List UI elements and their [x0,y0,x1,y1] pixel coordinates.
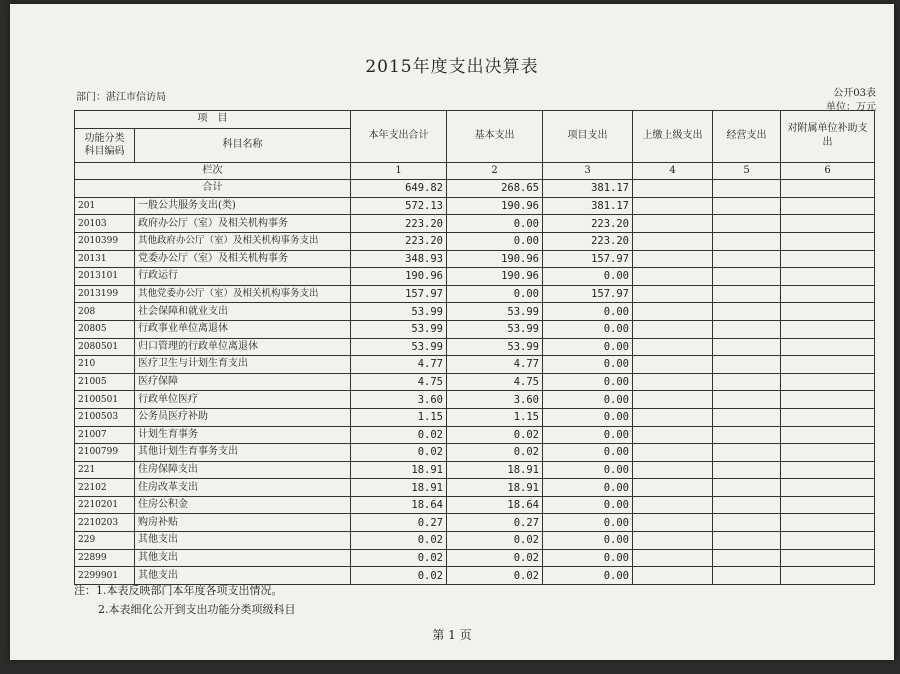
row-business [713,232,781,250]
document-page [10,4,894,660]
table-row [75,408,875,426]
row-basic: 4.75 [447,373,543,391]
row-business [713,338,781,356]
header-item: 项 目 [75,111,351,129]
row-total: 18.64 [351,496,447,514]
page-number: 第 1 页 [432,628,472,642]
row-subsidy [781,303,875,321]
row-project: 0.00 [543,338,633,356]
row-upper [633,444,713,462]
row-business [713,496,781,514]
row-name: 公务员医疗补助 [135,408,351,426]
row-subsidy [781,215,875,233]
table-row [75,268,875,286]
table-row [75,479,875,497]
row-business [713,303,781,321]
row-project: 0.00 [543,268,633,286]
row-subsidy [781,514,875,532]
row-business [713,250,781,268]
row-project: 0.00 [543,426,633,444]
row-business [713,391,781,409]
row-project: 381.17 [543,197,633,215]
row-code: 221 [75,461,135,479]
row-business [713,197,781,215]
row-business [713,373,781,391]
row-upper [633,320,713,338]
row-total: 18.91 [351,461,447,479]
row-subsidy [781,496,875,514]
row-project: 0.00 [543,532,633,550]
row-code: 20805 [75,320,135,338]
row-subsidy [781,268,875,286]
rowno-5: 5 [713,162,781,180]
total-1: 649.82 [351,180,447,198]
row-basic: 18.91 [447,461,543,479]
header-col-6: 对附属单位补助支出 [781,111,875,163]
row-code: 2100503 [75,408,135,426]
row-subsidy [781,320,875,338]
row-upper [633,303,713,321]
row-name: 住房保障支出 [135,461,351,479]
row-name: 计划生育事务 [135,426,351,444]
rowno-4: 4 [633,162,713,180]
row-project: 0.00 [543,549,633,567]
row-total: 3.60 [351,391,447,409]
row-subsidy [781,391,875,409]
row-name: 医疗卫生与计划生育支出 [135,356,351,374]
row-business [713,408,781,426]
row-code: 210 [75,356,135,374]
row-basic: 0.00 [447,285,543,303]
row-code: 22102 [75,479,135,497]
row-name: 政府办公厅（室）及相关机构事务 [135,215,351,233]
header-col-2: 基本支出 [447,111,543,163]
total-label: 合计 [75,180,351,198]
row-total: 18.91 [351,479,447,497]
row-upper [633,268,713,286]
row-basic: 1.15 [447,408,543,426]
row-total: 53.99 [351,303,447,321]
row-project: 0.00 [543,461,633,479]
row-project: 0.00 [543,408,633,426]
row-basic: 0.00 [447,215,543,233]
header-col-3: 项目支出 [543,111,633,163]
row-subsidy [781,232,875,250]
row-total: 0.02 [351,532,447,550]
row-upper [633,285,713,303]
row-subsidy [781,285,875,303]
form-number: 公开03表 [833,88,876,99]
row-basic: 18.64 [447,496,543,514]
row-name: 行政单位医疗 [135,391,351,409]
row-subsidy [781,479,875,497]
row-basic: 190.96 [447,197,543,215]
row-project: 0.00 [543,496,633,514]
row-upper [633,426,713,444]
row-project: 0.00 [543,567,633,585]
row-name: 其他支出 [135,549,351,567]
table-row [75,285,875,303]
table-row [75,250,875,268]
row-name: 其他支出 [135,567,351,585]
row-code: 2100799 [75,444,135,462]
row-code: 208 [75,303,135,321]
row-code: 229 [75,532,135,550]
department-label: 部门：湛江市信访局 [76,92,166,103]
row-subsidy [781,338,875,356]
row-upper [633,232,713,250]
row-upper [633,408,713,426]
unit-label: 单位：万元 [826,102,876,113]
row-name: 社会保障和就业支出 [135,303,351,321]
row-upper [633,532,713,550]
row-basic: 3.60 [447,391,543,409]
row-total: 53.99 [351,320,447,338]
row-name: 住房改革支出 [135,479,351,497]
row-subsidy [781,250,875,268]
row-business [713,532,781,550]
row-name: 其他计划生育事务支出 [135,444,351,462]
row-business [713,567,781,585]
row-basic: 0.27 [447,514,543,532]
header-name: 科目名称 [135,128,351,162]
row-project: 0.00 [543,444,633,462]
row-total: 157.97 [351,285,447,303]
table-row [75,426,875,444]
row-business [713,549,781,567]
row-project: 0.00 [543,373,633,391]
row-upper [633,514,713,532]
row-total: 348.93 [351,250,447,268]
row-business [713,285,781,303]
table-row [75,391,875,409]
row-name: 购房补贴 [135,514,351,532]
row-basic: 0.02 [447,426,543,444]
row-code: 2013101 [75,268,135,286]
header-col-5: 经营支出 [713,111,781,163]
row-business [713,444,781,462]
row-total: 0.02 [351,549,447,567]
row-basic: 4.77 [447,356,543,374]
row-upper [633,461,713,479]
note-1: 注：1.本表反映部门本年度各项支出情况。 [74,584,283,597]
table-row [75,356,875,374]
expenditure-table [74,110,875,585]
note-2: 2.本表细化公开到支出功能分类项级科目 [98,603,296,616]
row-total: 572.13 [351,197,447,215]
row-upper [633,338,713,356]
row-business [713,215,781,233]
row-total: 4.77 [351,356,447,374]
row-basic: 0.02 [447,444,543,462]
row-code: 2013199 [75,285,135,303]
row-business [713,461,781,479]
row-project: 0.00 [543,514,633,532]
row-upper [633,215,713,233]
row-total: 1.15 [351,408,447,426]
row-project: 223.20 [543,232,633,250]
header-col-1: 本年支出合计 [351,111,447,163]
row-name: 归口管理的行政单位离退休 [135,338,351,356]
row-basic: 0.02 [447,532,543,550]
row-basic: 190.96 [447,250,543,268]
header-col-4: 上缴上级支出 [633,111,713,163]
row-name: 党委办公厅（室）及相关机构事务 [135,250,351,268]
row-subsidy [781,426,875,444]
row-total: 0.02 [351,444,447,462]
row-total: 0.02 [351,426,447,444]
table-row [75,549,875,567]
total-6 [781,180,875,198]
total-3: 381.17 [543,180,633,198]
table-row [75,532,875,550]
row-upper [633,250,713,268]
row-total: 0.02 [351,567,447,585]
row-upper [633,567,713,585]
row-upper [633,356,713,374]
row-business [713,320,781,338]
table-row [75,232,875,250]
header-code: 功能分类 科目编码 [75,128,135,162]
row-project: 0.00 [543,479,633,497]
row-subsidy [781,373,875,391]
row-basic: 53.99 [447,320,543,338]
row-project: 0.00 [543,391,633,409]
row-business [713,479,781,497]
row-business [713,356,781,374]
row-business [713,426,781,444]
total-2: 268.65 [447,180,543,198]
table-row [75,197,875,215]
row-name: 医疗保障 [135,373,351,391]
row-code: 2080501 [75,338,135,356]
row-subsidy [781,408,875,426]
row-name: 其他政府办公厅（室）及相关机构事务支出 [135,232,351,250]
row-basic: 0.02 [447,567,543,585]
row-basic: 53.99 [447,303,543,321]
rowno-label: 栏次 [75,162,351,180]
row-project: 0.00 [543,356,633,374]
row-project: 157.97 [543,250,633,268]
row-basic: 53.99 [447,338,543,356]
table-row [75,514,875,532]
row-basic: 18.91 [447,479,543,497]
row-subsidy [781,567,875,585]
table-row [75,461,875,479]
row-total: 4.75 [351,373,447,391]
table-row [75,338,875,356]
row-basic: 0.02 [447,549,543,567]
row-total: 0.27 [351,514,447,532]
row-total: 223.20 [351,232,447,250]
row-upper [633,391,713,409]
total-5 [713,180,781,198]
row-code: 2210201 [75,496,135,514]
row-code: 201 [75,197,135,215]
document-title: 2015年度支出决算表 [365,57,539,77]
row-business [713,514,781,532]
notes [74,581,296,619]
row-upper [633,373,713,391]
row-upper [633,496,713,514]
total-4 [633,180,713,198]
table-row [75,373,875,391]
table-row [75,215,875,233]
row-project: 157.97 [543,285,633,303]
row-project: 223.20 [543,215,633,233]
row-code: 21005 [75,373,135,391]
row-upper [633,197,713,215]
row-subsidy [781,197,875,215]
rowno-2: 2 [447,162,543,180]
row-name: 其他支出 [135,532,351,550]
row-code: 22899 [75,549,135,567]
rowno-1: 1 [351,162,447,180]
row-subsidy [781,356,875,374]
row-project: 0.00 [543,320,633,338]
table-row [75,303,875,321]
row-code: 20131 [75,250,135,268]
row-name: 住房公积金 [135,496,351,514]
row-subsidy [781,532,875,550]
table-row [75,320,875,338]
row-code: 2299901 [75,567,135,585]
row-upper [633,479,713,497]
row-name: 行政运行 [135,268,351,286]
row-subsidy [781,444,875,462]
row-subsidy [781,461,875,479]
row-subsidy [781,549,875,567]
row-code: 20103 [75,215,135,233]
row-code: 2210203 [75,514,135,532]
row-upper [633,549,713,567]
row-basic: 190.96 [447,268,543,286]
row-business [713,268,781,286]
row-name: 行政事业单位离退休 [135,320,351,338]
row-code: 2010399 [75,232,135,250]
row-total: 223.20 [351,215,447,233]
row-name: 其他党委办公厅（室）及相关机构事务支出 [135,285,351,303]
row-name: 一般公共服务支出(类) [135,197,351,215]
row-code: 2100501 [75,391,135,409]
table-row [75,444,875,462]
rowno-3: 3 [543,162,633,180]
row-project: 0.00 [543,303,633,321]
row-basic: 0.00 [447,232,543,250]
row-total: 53.99 [351,338,447,356]
rowno-6: 6 [781,162,875,180]
row-code: 21007 [75,426,135,444]
row-total: 190.96 [351,268,447,286]
table-row [75,496,875,514]
